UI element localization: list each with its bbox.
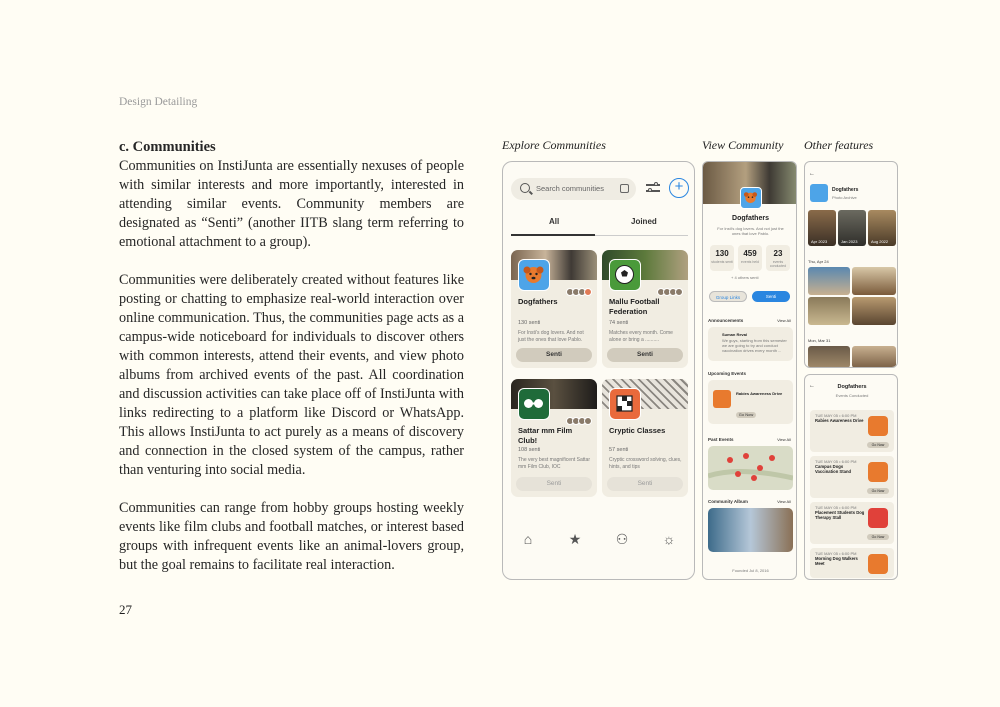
upcoming-event-card[interactable] [708,380,793,424]
card-count: 74 senti [609,320,629,326]
view-all-album-link[interactable]: View All [777,499,791,504]
album-subtitle: Photo Archive [832,195,857,200]
others-senti: + 4 others senti [731,275,759,280]
add-community-button[interactable]: + [669,178,689,198]
dog-logo-icon [740,187,762,209]
stat-events-conducted: 23 events conducted [766,245,790,271]
senti-button[interactable]: Senti [607,348,683,362]
heart-icon [868,508,888,528]
search-input[interactable]: Search communities [536,184,604,193]
card-desc: The very best magnificent Sattar mm Film Club, IOC [518,457,590,470]
football-logo-icon [609,259,641,291]
stat-events-held: 459 events held [738,245,762,271]
member-avatars [659,283,683,291]
upcoming-events-heading: Upcoming Events [708,371,747,376]
album-photo[interactable] [852,267,896,295]
people-icon[interactable]: ⚇ [615,531,629,547]
scan-icon[interactable] [620,184,629,193]
section-title: c. Communities [119,139,216,155]
album-month-photo[interactable]: Apr 2023 [808,210,836,246]
dog-logo-icon [518,259,550,291]
album-month-photo[interactable]: Jan 2023 [838,210,866,246]
dog-icon [713,390,731,408]
event-card[interactable]: TUE MAY 05 • 6:00 PM Campus Dogs Vaccination Stand Go Now [810,456,894,498]
card-count: 57 senti [609,447,629,453]
community-tagline: For Insti's dog lovers. And not just the ones that love Pablo. [717,226,784,236]
compass-icon[interactable]: ☼ [662,531,676,547]
album-photo[interactable] [808,346,850,368]
announcements-heading: Announcements [708,318,744,323]
card-title: Mallu Football Federation [609,297,660,316]
home-icon[interactable]: ⌂ [523,531,533,547]
dog-logo-icon [810,184,828,202]
announcement-text: We guys, starting from this semester we are going to try and conduct vaccination drives every month ... [722,338,787,353]
body-text [119,138,464,594]
paragraph-3: Communities can range from hobby groups hosting weekly events like film clubs and football matches, or interest based groups with infrequent events like an animal-lovers group, but the goal remains to facilitate real interaction. [119,500,464,573]
caption-explore: Explore Communities [502,138,606,152]
event-card[interactable]: TUE MAY 05 • 6:00 PM Placement Students Dog Therapy Stall Go Now [810,502,894,544]
album-photo[interactable] [708,508,793,552]
events-subtitle: Events Conducted [835,393,869,398]
go-now-button[interactable]: Go Now [867,442,889,448]
card-count: 130 senti [518,320,541,326]
album-date: Thu, Apr 24 [808,259,829,264]
upcoming-event-title: Rabies Awareness Drive [736,391,783,396]
group-links-button[interactable]: Group Links [709,291,747,302]
senti-button[interactable]: Senti [752,291,790,302]
card-title: Sattar mm Film Club! [518,426,573,445]
tab-active-indicator [511,234,595,236]
crossword-logo-icon [609,388,641,420]
caption-other: Other features [804,138,874,152]
events-conducted-screen [804,374,898,580]
explore-communities-screen [502,161,695,580]
megaphone-icon [868,416,888,436]
album-photo[interactable] [808,267,850,295]
member-avatars [568,412,592,420]
bottom-nav [503,524,695,554]
photo-archive-screen [804,161,898,368]
search-bar[interactable] [511,178,636,200]
senti-button[interactable]: Senti [516,348,592,362]
back-arrow-icon[interactable]: ← [809,383,815,389]
filter-icon[interactable] [646,181,660,195]
album-photo[interactable] [808,297,850,325]
community-card-mallu-football[interactable] [602,250,688,368]
page-header: Design Detailing [119,96,198,108]
album-month-photo[interactable]: Aug 2022 [868,210,896,246]
dog-icon [868,462,888,482]
announcement-card[interactable] [708,327,793,361]
event-card[interactable]: TUE MAY 05 • 6:00 PM Rabies Awareness Drive Go Now [810,410,894,452]
map-pin-icon [708,446,793,490]
calendar-star-icon[interactable]: ★ [568,531,582,547]
event-card[interactable]: TUE MAY 05 • 6:00 PM Morning Dog Walkers Meet [810,548,894,578]
album-date: Mon, Mar 31 [808,338,831,343]
paragraph-1: Communities on InstiJunta are essentially nexuses of people with similar interests and more importantly, interested in attending similar events. Community members are designated as “Senti” (another IITB slang term referring to emotional attachment to a group). [119,158,464,250]
member-avatars [568,283,592,291]
album-photo[interactable] [852,297,896,325]
tab-joined[interactable]: Joined [631,217,657,226]
community-name: Dogfathers [732,215,769,222]
founded-date: Founded Jul 8, 2016 [732,568,769,573]
events-title: Dogfathers [837,384,867,390]
film-reel-logo-icon [518,388,550,420]
past-events-heading: Past Events [708,437,734,442]
paragraph-2: Communities were deliberately created without features like posting or chatting to emphasize real-world interaction over online communication. Thus, the communities page acts as a campus-wide noticeboard for individuals to discover others with common interests, attend their events, and view photo albums from archived events of the past. All coordination and discussion activities can take place off of InstiJunta with links redirecting to a platform like Discord or WhatsApp. This allows InstiJunta to act purely as a means of discovery and connection in the closed system of the campus, rather than venturing into social media. [119,272,464,478]
go-now-button[interactable]: Go Now [867,534,889,540]
community-card-cryptic-classes[interactable] [602,379,688,497]
back-arrow-icon[interactable]: ← [809,171,815,177]
senti-button[interactable]: Senti [516,477,592,491]
card-desc: Matches every month. Come alone or bring a .......... [609,330,673,343]
search-icon [520,183,530,193]
view-all-past-link[interactable]: View All [777,437,791,442]
community-card-film-club[interactable] [511,379,597,497]
go-now-button[interactable]: Go Now [736,412,756,418]
card-desc: Cryptic crossword solving, clues, hints, and tips [609,457,682,470]
past-events-map[interactable] [708,446,793,490]
caption-view: View Community [702,138,784,152]
tab-all[interactable]: All [549,217,560,226]
stat-members: 130 students senti [710,245,734,271]
view-community-screen [702,161,797,580]
view-all-link[interactable]: View All [777,318,791,323]
page-number: 27 [119,602,132,617]
go-now-button[interactable]: Go Now [867,488,889,494]
community-album-heading: Community Album [708,499,748,504]
card-title: Cryptic Classes [609,426,666,435]
card-count: 108 senti [518,447,541,453]
dog-icon [868,554,888,574]
announcer-name: Suman Reval [722,332,748,337]
community-card-dogfathers[interactable] [511,250,597,368]
senti-button[interactable]: Senti [607,477,683,491]
card-title: Dogfathers [518,297,558,306]
card-desc: For Insti's dog lovers. And not just the ones that love Pablo. [518,330,584,343]
album-photo[interactable] [852,346,896,368]
album-title: Dogfathers [832,187,859,193]
